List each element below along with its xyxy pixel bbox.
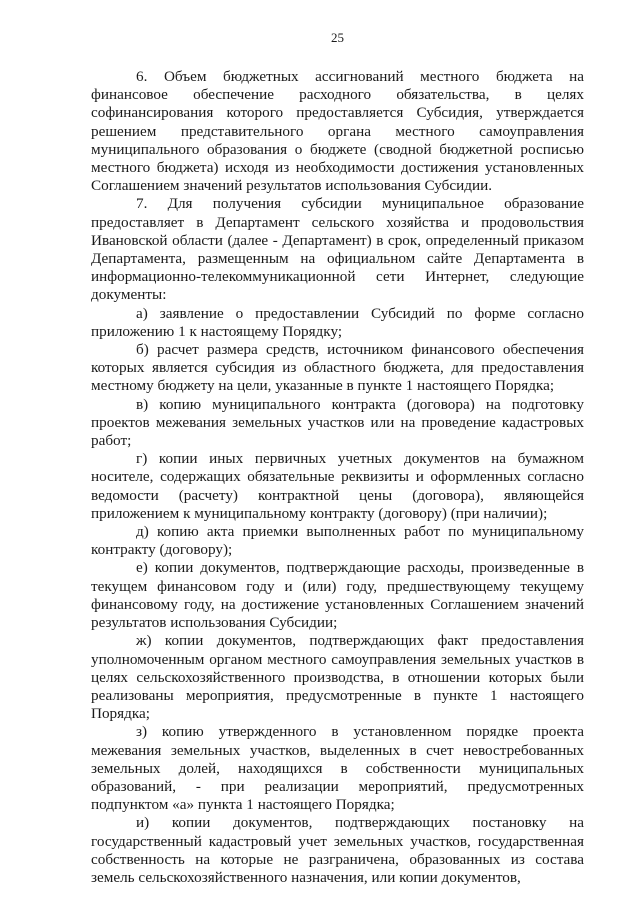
list-item-z: з) копию утвержденного в установленном порядке проекта межевания земельных участков, выделенных в счет невостребованных земельных долей, находящихся в собственности муниципальных образований, - при реализации мероприятий, предусмотренных подпунктом «а» пункта 1 настоящего Порядка; [91,723,584,814]
list-item-i: и) копии документов, подтверждающих постановку на государственный кадастровый учет земельных участков, государственная собственность на которые не разграничена, образованных из состава земель сельскохозяйственного назначения, или копии документов, [91,814,584,886]
list-item-v: в) копию муниципального контракта (договора) на подготовку проектов межевания земельных участков или на проведение кадастровых работ; [91,395,584,450]
list-item-zh: ж) копии документов, подтверждающих факт предоставления уполномоченным органом местного самоуправления земельных участков в целях сельскохозяйственного производства, в отношении которых были реализованы мероприятия, предусмотренные в пункте 1 настоящего Порядка; [91,632,584,723]
paragraph-7: 7. Для получения субсидии муниципальное образование предоставляет в Департамент сельского хозяйства и продовольствия Ивановской области (далее - Департамент) в срок, определенный приказом Департамента, размещенным на официальном сайте Департамента в информационно-телекоммуникационной сети Интернет, следующие документы: [91,195,584,304]
paragraph-6: 6. Объем бюджетных ассигнований местного бюджета на финансовое обеспечение расходного обязательства, в целях софинансирования которого предоставляется Субсидия, утверждается решением представительного органа местного самоуправления муниципального образования о бюджете (сводной бюджетной росписью местного бюджета) исходя из необходимости достижения установленных Соглашением значений результатов использования Субсидии. [91,68,584,195]
list-item-g: г) копии иных первичных учетных документов на бумажном носителе, содержащих обязательные реквизиты и оформленных согласно ведомости (расчету) контрактной цены (договора), являющейся приложением к муниципальному контракту (договору) (при наличии); [91,450,584,522]
page-number: 25 [331,30,344,45]
list-item-b: б) расчет размера средств, источником финансового обеспечения которых является субсидия из областного бюджета, для предоставления местному бюджету на цели, указанные в пункте 1 настоящего Порядка; [91,341,584,395]
list-item-a: а) заявление о предоставлении Субсидий по форме согласно приложению 1 к настоящему Порядку; [91,304,584,340]
list-item-d: д) копию акта приемки выполненных работ по муниципальному контракту (договору); [91,523,584,559]
list-item-e: е) копии документов, подтверждающие расходы, произведенные в текущем финансовом году и (или) году, предшествующему текущему финансовому году, на достижение установленных Соглашением значений результатов использования Субсидии; [91,559,584,632]
